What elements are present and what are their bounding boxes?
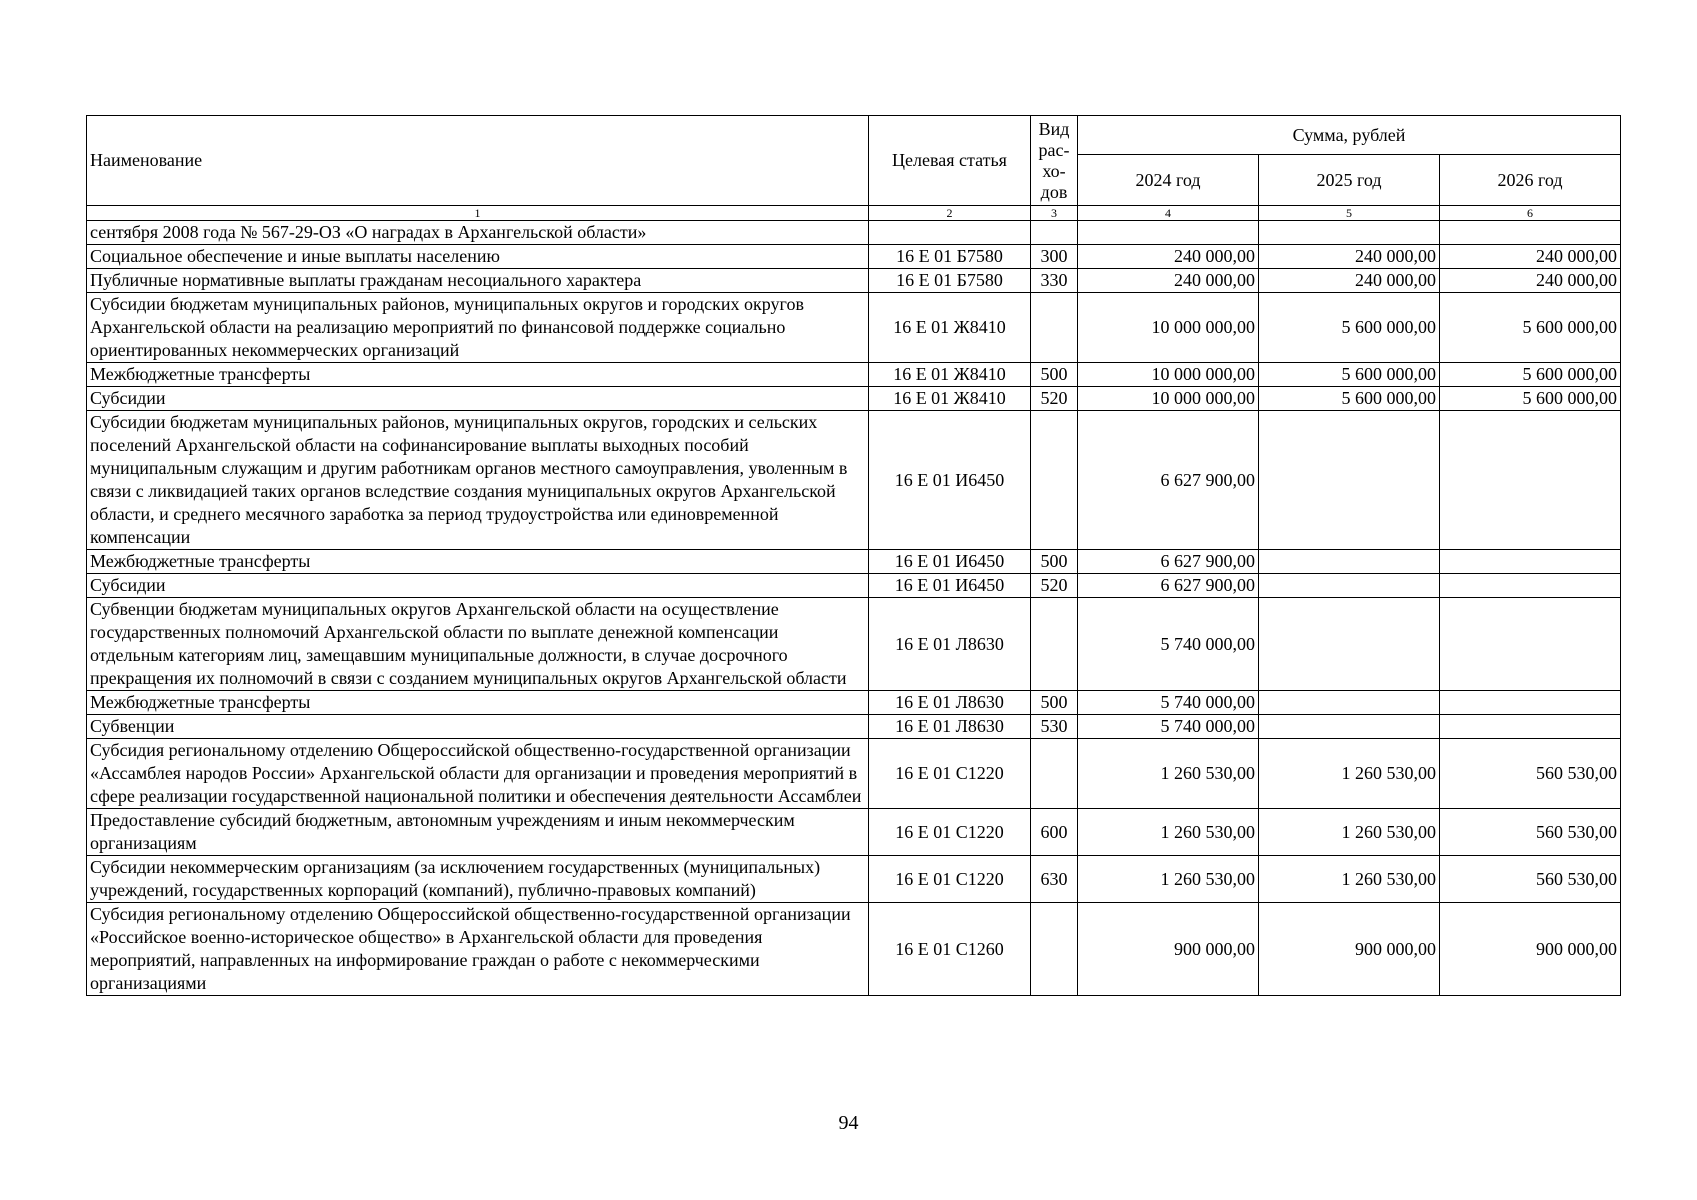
row-code: 16 Е 01 Ж8410 [869,387,1031,411]
row-vid: 520 [1031,387,1078,411]
row-sum-2026 [1440,598,1621,691]
row-sum-2024: 240 000,00 [1078,245,1259,269]
row-sum-2025: 5 600 000,00 [1259,387,1440,411]
row-sum-2026: 560 530,00 [1440,739,1621,809]
row-vid [1031,739,1078,809]
row-name: Субсидия региональному отделению Общероссийской общественно-государственной организации «Российское военно-историческое общество» в Архангельской области для проведения мероприятий, направленных на информирование граждан о работе с некоммерческими организациями [87,903,869,996]
table-row [87,598,1621,691]
row-vid [1031,411,1078,550]
row-code: 16 Е 01 С1220 [869,856,1031,903]
row-sum-2026 [1440,691,1621,715]
row-sum-2025 [1259,221,1440,245]
row-sum-2025 [1259,550,1440,574]
row-sum-2025: 1 260 530,00 [1259,856,1440,903]
row-code: 16 Е 01 Ж8410 [869,293,1031,363]
table-row [87,856,1621,903]
row-name: Субвенции бюджетам муниципальных округов Архангельской области на осуществление государственных полномочий Архангельской области по выплате денежной компенсации отдельным категориям лиц, замещавшим муниципальные должности, в случае досрочного прекращения их полномочий в связи с созданием муниципальных округов Архангельской области [87,598,869,691]
row-name: Субсидии бюджетам муниципальных районов, муниципальных округов, городских и сельских поселений Архангельской области на софинансирование выплаты выходных пособий муниципальным служащим и другим работникам органов местного самоуправления, уволенным в связи с ликвидацией таких органов вследствие создания муниципальных округов Архангельской области, и среднего месячного заработка за период трудоустройства или единовременной компенсации [87,411,869,550]
row-name: Субсидии [87,387,869,411]
table-row [87,809,1621,856]
row-sum-2026: 560 530,00 [1440,809,1621,856]
table-row [87,691,1621,715]
col-number: 2 [869,206,1031,221]
header-year-2025: 2025 год [1259,155,1440,206]
row-name: Социальное обеспечение и иные выплаты населению [87,245,869,269]
row-sum-2024: 1 260 530,00 [1078,809,1259,856]
table-row [87,363,1621,387]
row-code: 16 Е 01 Б7580 [869,269,1031,293]
row-sum-2026: 240 000,00 [1440,269,1621,293]
row-code: 16 Е 01 Л8630 [869,598,1031,691]
row-sum-2026: 900 000,00 [1440,903,1621,996]
row-sum-2025: 240 000,00 [1259,269,1440,293]
table-row [87,550,1621,574]
col-number: 5 [1259,206,1440,221]
col-number: 4 [1078,206,1259,221]
row-name: Межбюджетные трансферты [87,363,869,387]
row-name: Субсидии [87,574,869,598]
col-number: 1 [87,206,869,221]
row-sum-2024: 10 000 000,00 [1078,293,1259,363]
col-number: 3 [1031,206,1078,221]
row-sum-2025: 900 000,00 [1259,903,1440,996]
row-name: сентября 2008 года № 567-29-ОЗ «О наградах в Архангельской области» [87,221,869,245]
row-code: 16 Е 01 И6450 [869,550,1031,574]
header-year-2026: 2026 год [1440,155,1621,206]
row-sum-2026: 560 530,00 [1440,856,1621,903]
table-row [87,715,1621,739]
row-sum-2024: 240 000,00 [1078,269,1259,293]
row-vid: 300 [1031,245,1078,269]
row-name: Межбюджетные трансферты [87,550,869,574]
row-vid: 500 [1031,363,1078,387]
header-vid: Вид рас-хо-дов [1031,116,1078,206]
row-sum-2024: 5 740 000,00 [1078,598,1259,691]
row-vid: 630 [1031,856,1078,903]
table-row [87,221,1621,245]
table-row [87,411,1621,550]
row-name: Субсидии бюджетам муниципальных районов, муниципальных округов и городских округов Архангельской области на реализацию мероприятий по финансовой поддержке социально ориентированных некоммерческих организаций [87,293,869,363]
row-vid: 520 [1031,574,1078,598]
row-sum-2026 [1440,411,1621,550]
row-sum-2025: 1 260 530,00 [1259,739,1440,809]
row-code: 16 Е 01 Л8630 [869,691,1031,715]
row-sum-2024: 6 627 900,00 [1078,574,1259,598]
row-sum-2025 [1259,574,1440,598]
header-name: Наименование [87,116,869,206]
row-sum-2024: 10 000 000,00 [1078,363,1259,387]
table-row [87,269,1621,293]
row-name: Субсидии некоммерческим организациям (за исключением государственных (муниципальных) учреждений, государственных корпораций (компаний), публично-правовых компаний) [87,856,869,903]
row-code: 16 Е 01 Б7580 [869,245,1031,269]
table-body [87,221,1621,996]
row-vid: 330 [1031,269,1078,293]
row-sum-2026 [1440,221,1621,245]
row-sum-2026: 5 600 000,00 [1440,293,1621,363]
row-code: 16 Е 01 И6450 [869,574,1031,598]
row-code: 16 Е 01 И6450 [869,411,1031,550]
row-sum-2025 [1259,691,1440,715]
row-sum-2025 [1259,411,1440,550]
row-sum-2024: 1 260 530,00 [1078,739,1259,809]
row-sum-2025: 240 000,00 [1259,245,1440,269]
row-sum-2025 [1259,715,1440,739]
row-sum-2026 [1440,715,1621,739]
column-number-row [87,206,1621,221]
col-number: 6 [1440,206,1621,221]
header-year-2024: 2024 год [1078,155,1259,206]
table-row [87,245,1621,269]
row-vid [1031,598,1078,691]
row-sum-2024: 5 740 000,00 [1078,691,1259,715]
row-sum-2025 [1259,598,1440,691]
table-row [87,387,1621,411]
row-sum-2026: 240 000,00 [1440,245,1621,269]
row-sum-2024: 6 627 900,00 [1078,411,1259,550]
row-vid: 600 [1031,809,1078,856]
row-code [869,221,1031,245]
row-name: Предоставление субсидий бюджетным, автономным учреждениям и иным некоммерческим организациям [87,809,869,856]
row-code: 16 Е 01 С1260 [869,903,1031,996]
row-sum-2024: 5 740 000,00 [1078,715,1259,739]
row-code: 16 Е 01 Ж8410 [869,363,1031,387]
row-sum-2026: 5 600 000,00 [1440,387,1621,411]
budget-table [86,115,1621,996]
row-name: Публичные нормативные выплаты гражданам несоциального характера [87,269,869,293]
row-vid [1031,221,1078,245]
row-vid [1031,293,1078,363]
row-code: 16 Е 01 С1220 [869,809,1031,856]
row-sum-2025: 5 600 000,00 [1259,363,1440,387]
header-sum-group: Сумма, рублей [1078,116,1621,155]
page-number: 94 [838,1112,859,1134]
table-row [87,293,1621,363]
row-name: Межбюджетные трансферты [87,691,869,715]
header-code: Целевая статья [869,116,1031,206]
row-sum-2025: 5 600 000,00 [1259,293,1440,363]
table-row [87,903,1621,996]
row-sum-2026 [1440,574,1621,598]
row-name: Субсидия региональному отделению Общероссийской общественно-государственной организации «Ассамблея народов России» Архангельской области для организации и проведения мероприятий в сфере реализации государственной национальной политики и обеспечения деятельности Ассамблеи [87,739,869,809]
row-code: 16 Е 01 С1220 [869,739,1031,809]
row-code: 16 Е 01 Л8630 [869,715,1031,739]
row-vid: 500 [1031,691,1078,715]
row-sum-2024: 10 000 000,00 [1078,387,1259,411]
row-sum-2024: 6 627 900,00 [1078,550,1259,574]
row-sum-2024: 1 260 530,00 [1078,856,1259,903]
row-sum-2025: 1 260 530,00 [1259,809,1440,856]
table-row [87,739,1621,809]
row-name: Субвенции [87,715,869,739]
row-sum-2026 [1440,550,1621,574]
row-sum-2024 [1078,221,1259,245]
row-sum-2024: 900 000,00 [1078,903,1259,996]
row-vid: 530 [1031,715,1078,739]
row-vid: 500 [1031,550,1078,574]
document-page [86,115,1621,996]
table-header [87,116,1621,221]
row-sum-2026: 5 600 000,00 [1440,363,1621,387]
row-vid [1031,903,1078,996]
table-row [87,574,1621,598]
